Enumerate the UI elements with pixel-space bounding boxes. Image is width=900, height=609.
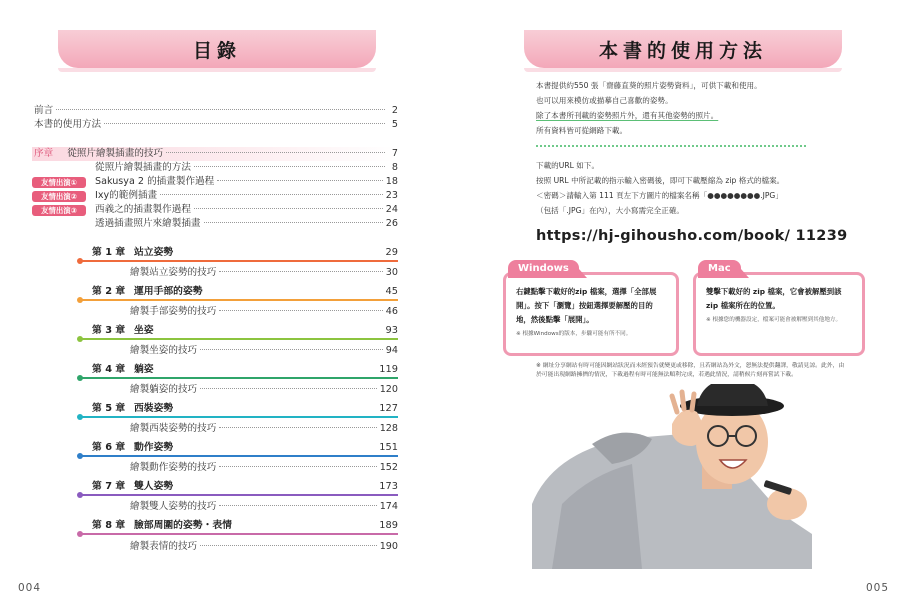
toc-front-item-preface[interactable]	[34, 104, 398, 117]
chapter-rule	[80, 260, 398, 262]
dot-leader	[219, 271, 382, 272]
chapter-sub-item[interactable]	[130, 381, 398, 395]
download-url[interactable]: https://hj-gihousho.com/book/ 11239	[536, 228, 848, 244]
intro-line: 本書提供約550 張「齋藤直葵的照片姿勢資料」，可供下載和使用。	[536, 81, 762, 90]
chapter-sub-item[interactable]	[130, 498, 398, 512]
sub-page: 46	[385, 306, 398, 317]
guest-badge: 友情出演①	[32, 177, 86, 188]
toc-page: 5	[391, 119, 398, 130]
chapter-sub-item[interactable]	[130, 264, 398, 278]
chapter-sub-item[interactable]	[130, 538, 398, 552]
chapter-number: 第 1 章	[92, 247, 126, 258]
sub-label: 繪製雙人姿勢的技巧	[130, 501, 217, 512]
sub-label: 繪製手部姿勢的技巧	[130, 306, 217, 317]
chapter-name: 站立姿勢	[134, 247, 174, 258]
chapter-bullet	[77, 531, 83, 537]
mac-instructions: 雙擊下載好的 zip 檔案，它會被解壓到該 zip 檔案所在的位置。	[706, 287, 842, 310]
toc-page: 24	[385, 204, 398, 215]
guest-badge: 友情出演③	[32, 205, 86, 216]
chapter-bullet	[77, 414, 83, 420]
chapter-rule	[80, 533, 398, 535]
chapter-heading[interactable]	[80, 361, 398, 377]
sub-label: 繪製站立姿勢的技巧	[130, 267, 217, 278]
usage-title	[524, 30, 842, 68]
chapter-rule	[80, 299, 398, 301]
dot-leader	[200, 388, 377, 389]
toc-prelude-heading[interactable]	[34, 147, 398, 160]
chapter-number: 第 8 章	[92, 520, 126, 531]
prelude-title: 從照片繪製插畫的技巧	[67, 148, 164, 159]
toc-label: Sakusya 2 的插畫製作過程	[95, 176, 215, 187]
download-line: （包括「.JPG」在內），大小寫需完全正確。	[536, 206, 685, 215]
toc-page: 26	[385, 218, 398, 229]
chapter-page: 93	[385, 325, 398, 336]
page-number-right: 005	[866, 582, 890, 594]
intro-paragraph	[536, 78, 836, 138]
sub-label: 繪製西裝姿勢的技巧	[130, 423, 217, 434]
chapter-number: 第 4 章	[92, 364, 126, 375]
toc-page: 8	[391, 162, 398, 173]
chapter-rule	[80, 416, 398, 418]
chapter-page: 119	[379, 364, 398, 375]
chapter-page: 151	[379, 442, 398, 453]
dot-leader	[219, 505, 376, 506]
chapter-number: 第 2 章	[92, 286, 126, 297]
chapter-number: 第 6 章	[92, 442, 126, 453]
chapter-heading[interactable]	[80, 400, 398, 416]
sub-label: 繪製坐姿的技巧	[130, 345, 198, 356]
chapter-page: 189	[379, 520, 398, 531]
sub-page: 174	[379, 501, 398, 512]
dot-leader	[56, 109, 385, 110]
mac-instructions-box	[693, 263, 865, 356]
sub-page: 30	[385, 267, 398, 278]
chapter-rule	[80, 338, 398, 340]
chapter-heading[interactable]	[80, 478, 398, 494]
intro-line-highlighted: 除了本書所刊載的姿勢照片外，還有其他姿勢的照片。	[536, 111, 719, 120]
chapter-bullet	[77, 375, 83, 381]
prelude-tag: 序章	[34, 148, 54, 159]
chapter-rule	[80, 494, 398, 496]
toc-front-item-usage[interactable]	[34, 118, 398, 131]
dot-leader	[219, 466, 376, 467]
dot-leader	[104, 123, 385, 124]
chapter-sub-item[interactable]	[130, 342, 398, 356]
dot-leader	[217, 180, 383, 181]
page-number-left: 004	[18, 582, 42, 594]
toc-title-text: 目錄	[192, 39, 241, 62]
dot-leader	[200, 545, 377, 546]
chapter-page: 29	[385, 247, 398, 258]
chapter-heading[interactable]	[80, 283, 398, 299]
intro-line: 也可以用來模仿或描摹自己喜歡的姿勢。	[536, 96, 673, 105]
sub-label: 繪製動作姿勢的技巧	[130, 462, 217, 473]
sub-page: 190	[379, 541, 398, 552]
chapter-heading[interactable]	[80, 517, 398, 533]
chapter-bullet	[77, 492, 83, 498]
toc-page: 18	[385, 176, 398, 187]
dot-leader	[219, 310, 382, 311]
windows-instructions-box	[503, 263, 679, 356]
chapter-name: 躺姿	[134, 364, 154, 375]
chapter-sub-item[interactable]	[130, 420, 398, 434]
chapter-bullet	[77, 297, 83, 303]
chapter-bullet	[77, 453, 83, 459]
sub-page: 128	[379, 423, 398, 434]
toc-title	[58, 30, 376, 68]
chapter-rule	[80, 377, 398, 379]
toc-label: 前言	[34, 105, 54, 116]
chapter-page: 127	[379, 403, 398, 414]
chapter-name: 西裝姿勢	[134, 403, 174, 414]
toc-prelude-item[interactable]	[95, 203, 398, 216]
chapter-name: 動作姿勢	[134, 442, 174, 453]
sub-page: 120	[379, 384, 398, 395]
toc-page: 7	[391, 148, 398, 159]
dot-leader	[219, 427, 376, 428]
chapter-heading[interactable]	[80, 439, 398, 455]
network-note: ※ 網址分享網站有時可能因網站狀況而未經預告就變更或移除，且若網站為外文，恕無法提供翻譯，敬請見諒。此外，由於可能出現網路擁擠的情況，下載過程有時可能無法順利完成，若遇此情況，請稍候片刻再嘗試下載。	[536, 363, 845, 378]
usage-title-text: 本書的使用方法	[598, 39, 767, 62]
chapter-name: 雙人姿勢	[134, 481, 174, 492]
dot-leader	[194, 208, 383, 209]
chapter-heading[interactable]	[80, 244, 398, 260]
chapter-rule	[80, 455, 398, 457]
toc-prelude-item[interactable]	[95, 161, 398, 174]
mac-note: ※ 根據您的機器設定，檔案可能會被解壓到其他地方。	[706, 317, 842, 323]
sub-page: 152	[379, 462, 398, 473]
chapter-name: 臉部周圍的姿勢・表情	[134, 520, 232, 531]
toc-label: 本書的使用方法	[34, 119, 102, 130]
toc-page: 2	[391, 105, 398, 116]
sub-label: 繪製躺姿的技巧	[130, 384, 198, 395]
windows-note: ※ 根據Windows的版本，步驟可能有所不同。	[516, 331, 632, 337]
dotted-separator	[536, 145, 806, 147]
chapter-number: 第 3 章	[92, 325, 126, 336]
chapter-name: 坐姿	[134, 325, 154, 336]
download-paragraph	[536, 158, 846, 218]
sub-label: 繪製表情的技巧	[130, 541, 198, 552]
chapter-name: 運用手部的姿勢	[134, 286, 203, 297]
dot-leader	[166, 152, 385, 153]
sub-page: 94	[385, 345, 398, 356]
author-photo	[532, 384, 832, 569]
chapter-sub-item[interactable]	[130, 459, 398, 473]
intro-line: 所有資料皆可從網路下載。	[536, 126, 628, 135]
windows-tab: Windows	[508, 260, 579, 278]
windows-instructions: 右鍵點擊下載好的zip 檔案，選擇「全部展開」。按下「瀏覽」按鈕選擇要解壓的目的地，然後點擊「展開」。	[516, 287, 657, 324]
mac-tab: Mac	[698, 260, 741, 278]
toc-page: 23	[385, 190, 398, 201]
toc-prelude-item[interactable]	[95, 217, 398, 230]
dot-leader	[200, 349, 383, 350]
toc-prelude-item[interactable]	[95, 189, 398, 202]
chapter-number: 第 7 章	[92, 481, 126, 492]
toc-label: 從照片繪製插畫的方法	[95, 162, 191, 173]
dot-leader	[194, 166, 385, 167]
chapter-page: 173	[379, 481, 398, 492]
chapter-page: 45	[385, 286, 398, 297]
toc-label: 透過插畫照片來繪製插畫	[95, 218, 201, 229]
download-line: 下載的URL 如下。	[536, 161, 600, 170]
chapter-bullet	[77, 336, 83, 342]
toc-prelude-item[interactable]	[95, 175, 398, 188]
chapter-heading[interactable]	[80, 322, 398, 338]
chapter-sub-item[interactable]	[130, 303, 398, 317]
chapter-bullet	[77, 258, 83, 264]
toc-label: Ixy的範例插畫	[95, 190, 158, 201]
download-line: 按照 URL 中所記載的指示輸入密碼後，即可下載壓縮為 zip 格式的檔案。	[536, 176, 785, 185]
guest-badge: 友情出演②	[32, 191, 86, 202]
chapter-number: 第 5 章	[92, 403, 126, 414]
dot-leader	[160, 194, 383, 195]
download-line: ＜密碼＞請輸入第 111 頁左下方圖片的檔案名稱「●●●●●●●●.JPG」	[536, 191, 783, 200]
dot-leader	[204, 222, 383, 223]
toc-label: 西義之的插畫製作過程	[95, 204, 191, 215]
